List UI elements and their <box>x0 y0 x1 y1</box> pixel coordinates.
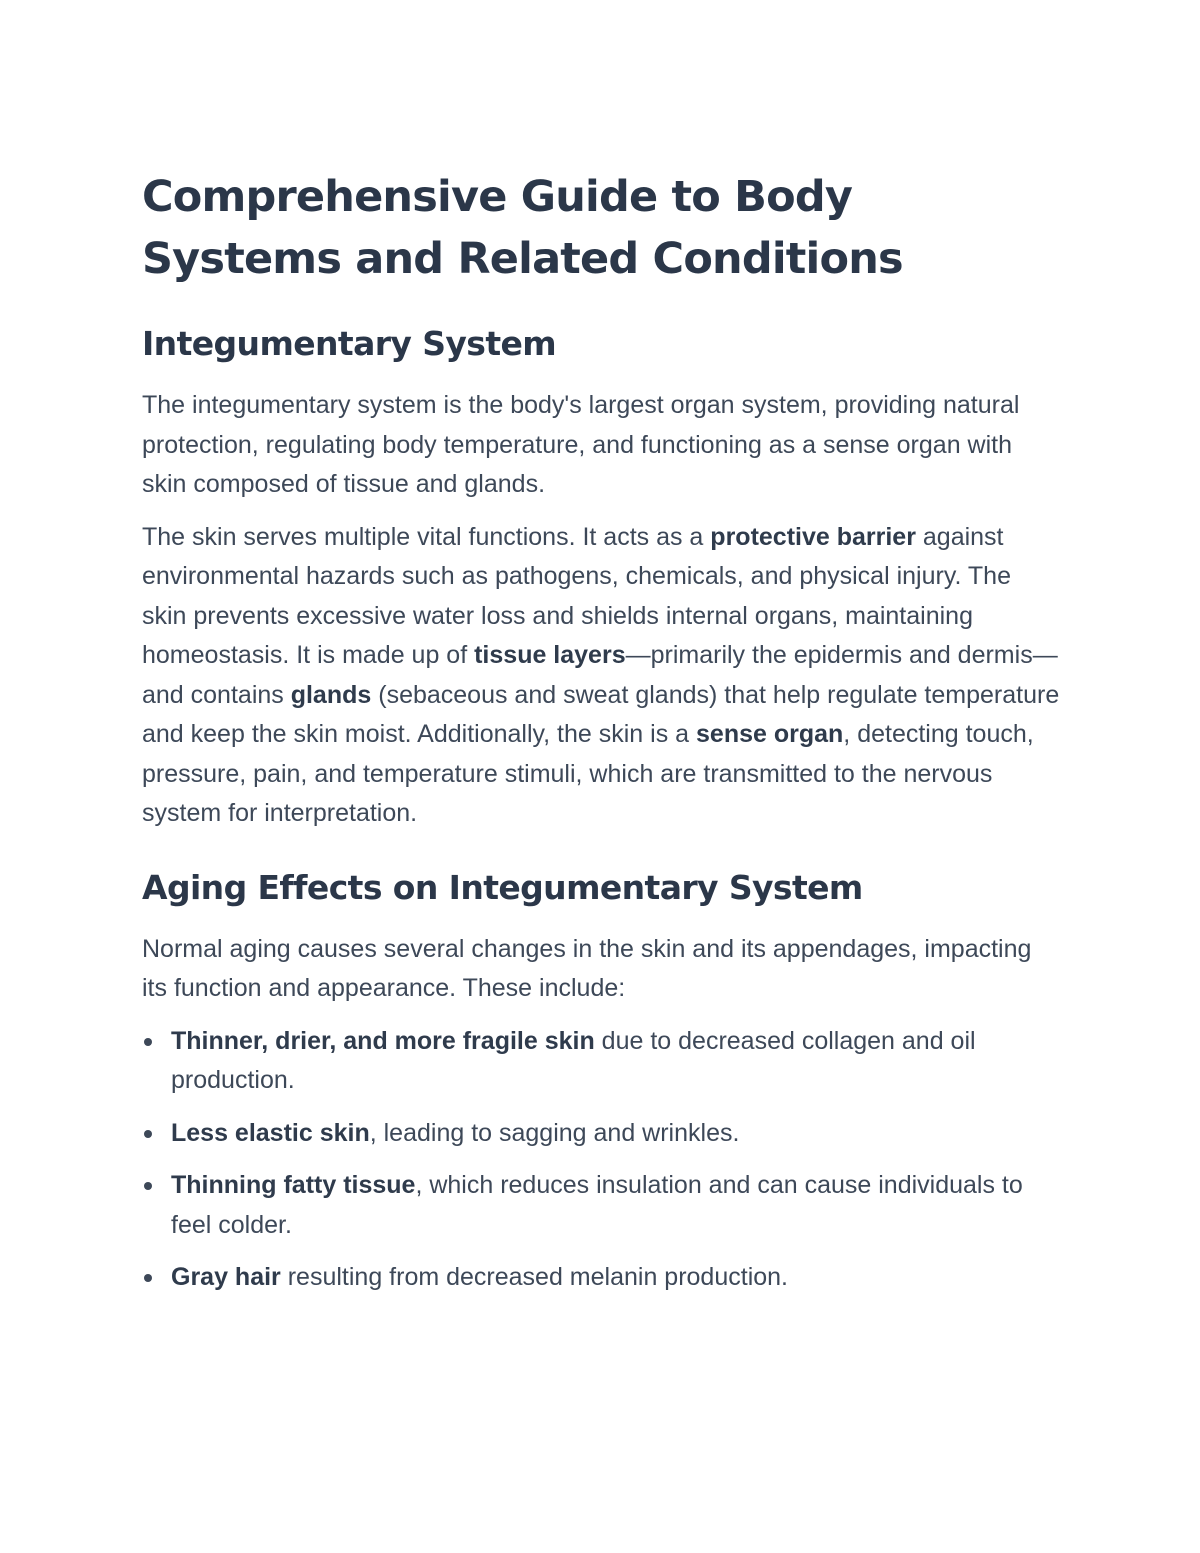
bold-term-glands: glands <box>290 680 372 709</box>
integumentary-intro-paragraph: The integumentary system is the body's largest organ system, providing natural protection, regulating body temperature, and functioning as a sense organ with skin composed of tissue and glands. <box>142 391 1020 498</box>
list-item-text: resulting from decreased melanin production. <box>280 1263 788 1291</box>
text-run: (sebaceous and sweat glands) that help regulate temperature and keep the skin moist. Additionally, the skin is a <box>142 680 1060 748</box>
bullet-icon <box>144 1130 152 1138</box>
text-run: , detecting touch, pressure, pain, and temperature stimuli, which are transmitted to the nervous system for interpretation. <box>142 720 1034 827</box>
bold-term-protective-barrier: protective barrier <box>710 522 916 551</box>
bullet-icon <box>144 1274 152 1282</box>
list-item-bold: Less elastic skin <box>171 1118 370 1147</box>
list-item <box>142 1258 1062 1298</box>
bullet-icon <box>144 1038 152 1046</box>
aging-effects-list <box>142 1022 1062 1298</box>
text-run: The skin serves multiple vital functions. It acts as a <box>142 522 711 551</box>
list-item-bold: Thinner, drier, and more fragile skin <box>171 1026 595 1055</box>
list-item-text: , which reduces insulation and can cause individuals to feel colder. <box>171 1171 1023 1239</box>
text-run: —primarily the epidermis and dermis—and contains <box>142 641 1058 709</box>
list-item-bold: Thinning fatty tissue <box>171 1171 416 1199</box>
bold-term-tissue-layers: tissue layers <box>474 641 626 669</box>
section-heading-integumentary: Integumentary System <box>142 324 557 363</box>
list-item <box>142 1022 1062 1101</box>
list-item <box>142 1114 1062 1154</box>
bullet-icon <box>144 1182 152 1190</box>
list-item-text: due to decreased collagen and oil production. <box>171 1026 976 1094</box>
document-page <box>142 166 1062 1311</box>
text-run: against environmental hazards such as pathogens, chemicals, and physical injury. The skin prevents excessive water loss and shields internal organs, maintaining homeostasis. It is made up of <box>142 522 1011 669</box>
skin-functions-paragraph <box>142 518 1062 834</box>
aging-intro-paragraph: Normal aging causes several changes in the skin and its appendages, impacting its function and appearance. These include: <box>142 934 1032 1002</box>
list-item-bold: Gray hair <box>171 1263 281 1291</box>
section-heading-aging-effects: Aging Effects on Integumentary System <box>142 867 863 907</box>
list-item <box>142 1166 1062 1245</box>
document-title: Comprehensive Guide to Body Systems and Related Conditions <box>142 172 903 284</box>
list-item-text: , leading to sagging and wrinkles. <box>369 1118 740 1147</box>
bold-term-sense-organ: sense organ <box>696 720 844 748</box>
